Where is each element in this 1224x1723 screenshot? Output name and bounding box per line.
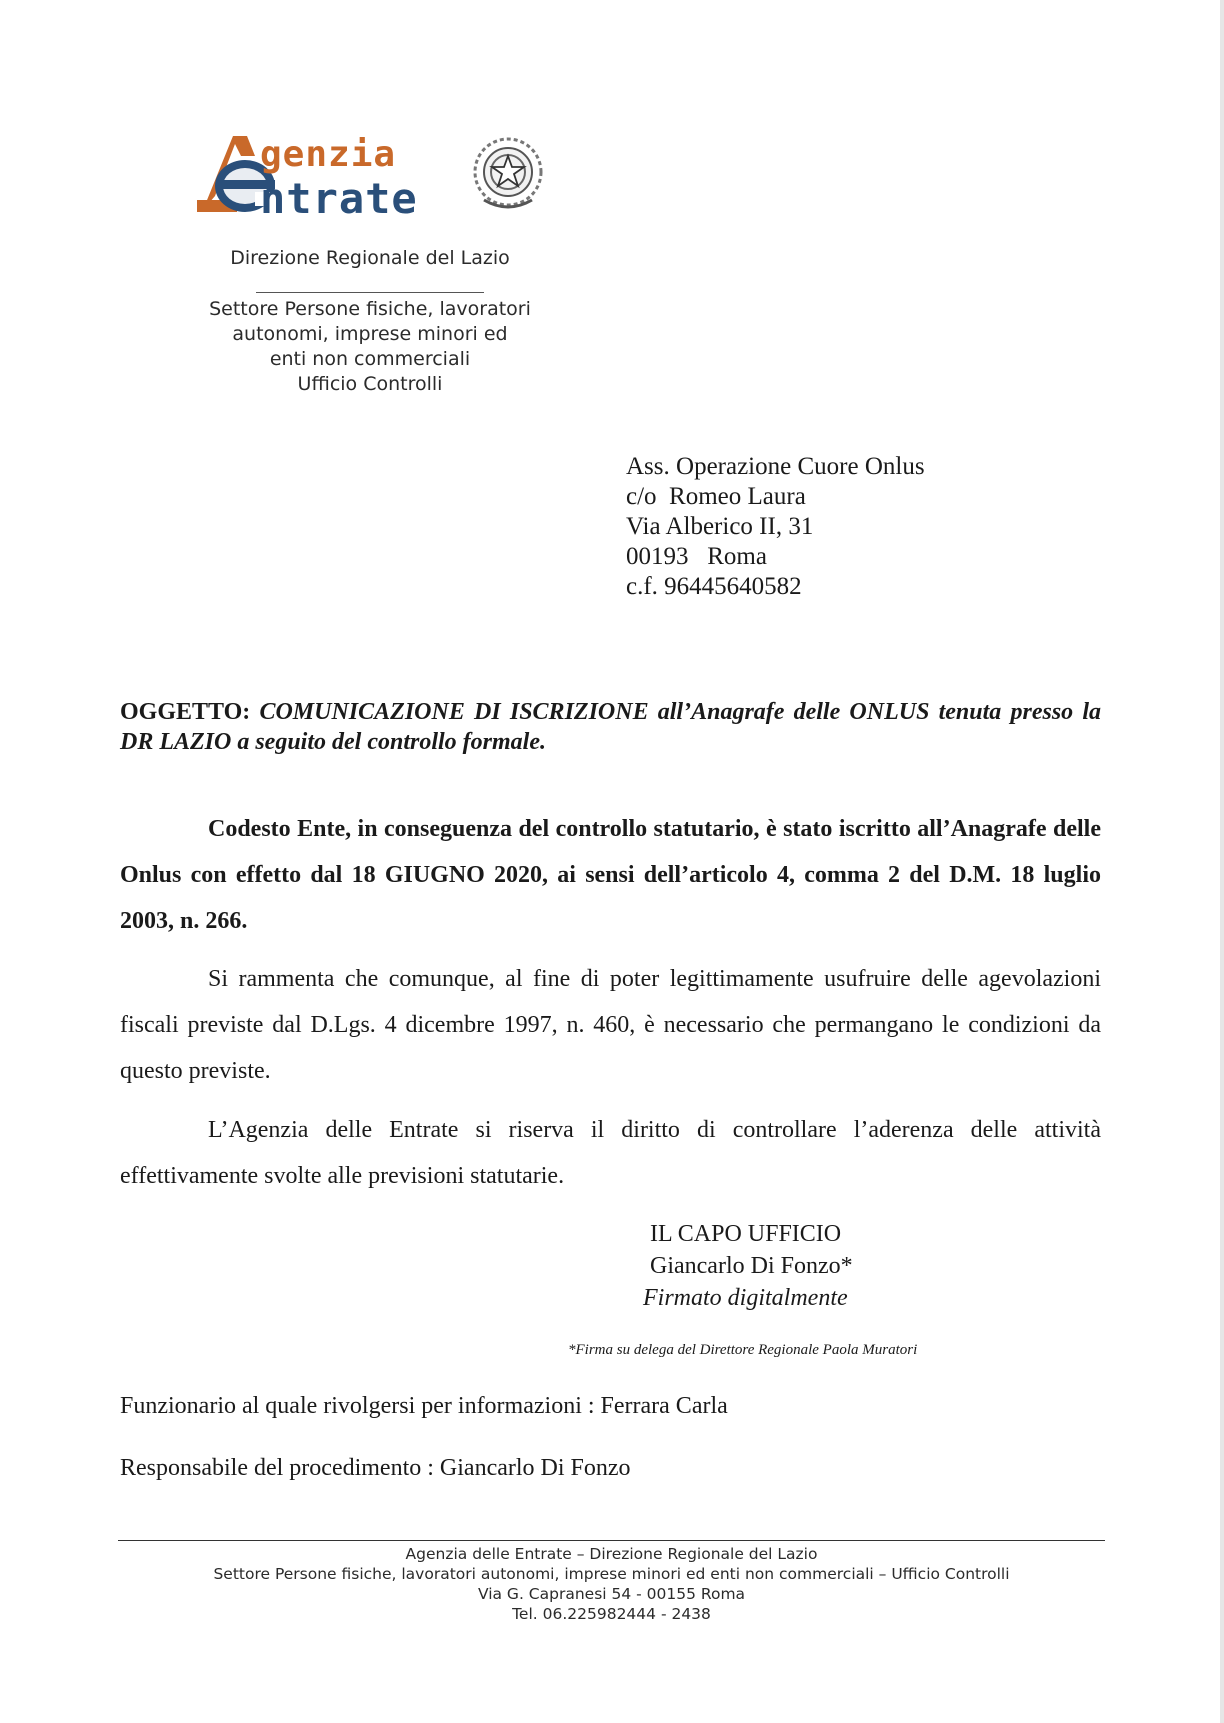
signature-name: Giancarlo Di Fonzo* [650, 1253, 853, 1279]
office-sector-line: Settore Persone fisiche, lavoratori [209, 298, 531, 320]
office-sector-line: enti non commerciali [269, 348, 471, 370]
footer-line: Tel. 06.225982444 - 2438 [512, 1605, 711, 1623]
body-paragraph-reminder: Si rammenta che comunque, al fine di poter legittimamente usufruire delle agevolazioni fiscali previste dal D.Lgs. 4 dicembre 1997, n. 460, è necessario che permangano le condizioni da questo previste. [120, 966, 1101, 1084]
footer-line: Via G. Capranesi 54 - 00155 Roma [477, 1585, 746, 1603]
subject-line [120, 697, 1101, 757]
recipient-address [626, 452, 925, 602]
office-sector-line: Ufficio Controlli [297, 373, 443, 395]
footer-divider [118, 1540, 1105, 1541]
recipient-line: Ass. Operazione Cuore Onlus [626, 453, 925, 480]
footer-line: Agenzia delle Entrate – Direzione Regionale del Lazio [405, 1545, 818, 1563]
logo-word-agenzia: genzia [260, 134, 397, 175]
procedure-responsible: Responsabile del procedimento : Giancarlo Di Fonzo [120, 1455, 631, 1481]
page-edge-shadow [1220, 0, 1224, 1723]
footer-line: Settore Persone fisiche, lavoratori autonomi, imprese minori ed enti non commerciali – Ufficio Controlli [213, 1565, 1010, 1583]
signature-delegation-note: *Firma su delega del Direttore Regionale Paola Muratori [568, 1342, 918, 1358]
recipient-line: 00193 Roma [626, 543, 767, 570]
contact-officer: Funzionario al quale rivolgersi per informazioni : Ferrara Carla [120, 1393, 728, 1419]
office-sector [180, 297, 560, 397]
recipient-line: c/o Romeo Laura [626, 483, 806, 510]
subject-text: COMUNICAZIONE DI ISCRIZIONE all’Anagrafe delle ONLUS tenuta presso la DR LAZIO a seguito del controllo formale. [120, 699, 1102, 755]
italian-republic-emblem-icon [470, 134, 546, 216]
agenzia-entrate-logo [195, 130, 545, 225]
signature-title: IL CAPO UFFICIO [650, 1221, 842, 1247]
office-sector-line: autonomi, imprese minori ed [232, 323, 508, 345]
office-divider [256, 292, 484, 293]
body-paragraph-registration: Codesto Ente, in conseguenza del controllo statutario, è stato iscritto all’Anagrafe delle Onlus con effetto dal 18 GIUGNO 2020, ai sensi dell’articolo 4, comma 2 del D.M. 18 luglio 2003, n. 266. [120, 816, 1101, 934]
recipient-line: c.f. 96445640582 [626, 573, 802, 600]
office-region: Direzione Regionale del Lazio [230, 247, 510, 269]
signature-digital-note: Firmato digitalmente [643, 1285, 848, 1311]
footer [118, 1544, 1105, 1624]
logo-word-entrate: ntrate [260, 174, 418, 223]
body-paragraph-control: L’Agenzia delle Entrate si riserva il diritto di controllare l’aderenza delle attività effettivamente svolte alle previsioni statutarie. [120, 1117, 1101, 1189]
recipient-line: Via Alberico II, 31 [626, 513, 814, 540]
subject-label: OGGETTO: [120, 699, 251, 725]
